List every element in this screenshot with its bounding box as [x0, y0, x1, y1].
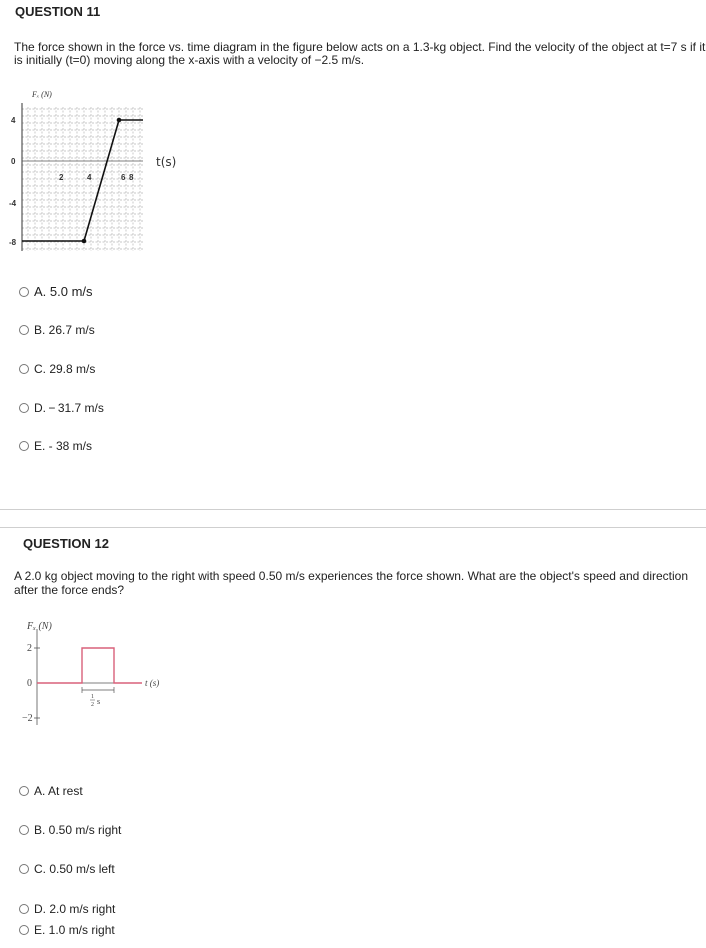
- q12-option-d-label: D. 2.0 m/s right: [34, 902, 116, 916]
- question-12-title: QUESTION 12: [23, 536, 109, 551]
- radio-icon[interactable]: [19, 364, 29, 374]
- duration-unit: s: [97, 697, 101, 706]
- y-axis-label: Fₓ (N): [27, 621, 52, 632]
- y-tick-4: 4: [11, 116, 16, 125]
- x-tick-8: 8: [129, 173, 134, 182]
- duration-den: 2: [91, 702, 94, 708]
- t-axis-label: t(s): [156, 155, 177, 169]
- radio-icon[interactable]: [19, 825, 29, 835]
- radio-icon[interactable]: [19, 864, 29, 874]
- y-tick-neg4: -4: [9, 199, 17, 208]
- force-pulse: [37, 648, 142, 683]
- x-tick-2: 2: [59, 173, 64, 182]
- q12-option-a[interactable]: [19, 784, 83, 798]
- y-tick-neg2: −2: [22, 713, 33, 724]
- curve-point-start: [82, 239, 87, 244]
- question-11-title: QUESTION 11: [15, 4, 101, 19]
- y-axis-label: Fₓ (N): [32, 90, 52, 99]
- q12-option-a-label: A. At rest: [34, 784, 83, 798]
- q12-option-b[interactable]: [19, 823, 121, 837]
- q12-option-e-label: E. 1.0 m/s right: [34, 923, 115, 937]
- q11-option-c-label: C. 29.8 m/s: [34, 362, 96, 376]
- radio-icon[interactable]: [19, 403, 29, 413]
- radio-icon[interactable]: [19, 925, 29, 935]
- y-tick-0: 0: [27, 678, 32, 689]
- q12-option-c-label: C. 0.50 m/s left: [34, 862, 115, 876]
- x-tick-6: 6: [121, 173, 126, 182]
- radio-icon[interactable]: [19, 786, 29, 796]
- force-time-graph-q11: [0, 85, 200, 260]
- force-time-graph-q12: [20, 615, 220, 730]
- radio-icon[interactable]: [19, 441, 29, 451]
- q11-option-d-label: D. − 31.7 m/s: [34, 401, 104, 415]
- q12-option-d[interactable]: [19, 902, 115, 916]
- q12-option-c[interactable]: [19, 862, 115, 876]
- curve-point-end: [117, 118, 122, 123]
- q12-option-e[interactable]: [19, 923, 115, 937]
- question-divider-2: [0, 527, 706, 528]
- t-axis-label: t (s): [145, 678, 160, 688]
- q11-option-e-label: E. - 38 m/s: [34, 439, 93, 453]
- question-12-text-line1: A 2.0 kg object moving to the right with speed 0.50 m/s experiences the force shown. What are the object's speed and direction: [14, 569, 689, 583]
- q11-option-d[interactable]: [19, 401, 104, 415]
- radio-icon[interactable]: [19, 287, 29, 297]
- question-11-text-line1: The force shown in the force vs. time diagram in the figure below acts on a 1.3-kg object. Find the velocity of the object at t=7 s if it: [14, 40, 706, 54]
- y-tick-2: 2: [27, 643, 32, 654]
- q12-option-b-label: B. 0.50 m/s right: [34, 823, 122, 837]
- duration-num: 1: [91, 694, 94, 700]
- y-tick-0: 0: [11, 157, 16, 166]
- question-12-text-line2: after the force ends?: [14, 583, 125, 597]
- q11-option-c[interactable]: [19, 362, 95, 376]
- q11-option-b[interactable]: [19, 323, 95, 337]
- q11-option-e[interactable]: [19, 439, 92, 453]
- q11-option-a-label: A. 5.0 m/s: [34, 284, 93, 299]
- y-tick-neg8: -8: [9, 238, 17, 247]
- q11-option-a[interactable]: [19, 284, 93, 299]
- radio-icon[interactable]: [19, 325, 29, 335]
- radio-icon[interactable]: [19, 904, 29, 914]
- q11-option-b-label: B. 26.7 m/s: [34, 323, 95, 337]
- question-divider: [0, 509, 706, 510]
- question-11-text-line2: is initially (t=0) moving along the x-axis with a velocity of −2.5 m/s.: [14, 53, 365, 67]
- x-tick-4: 4: [87, 173, 92, 182]
